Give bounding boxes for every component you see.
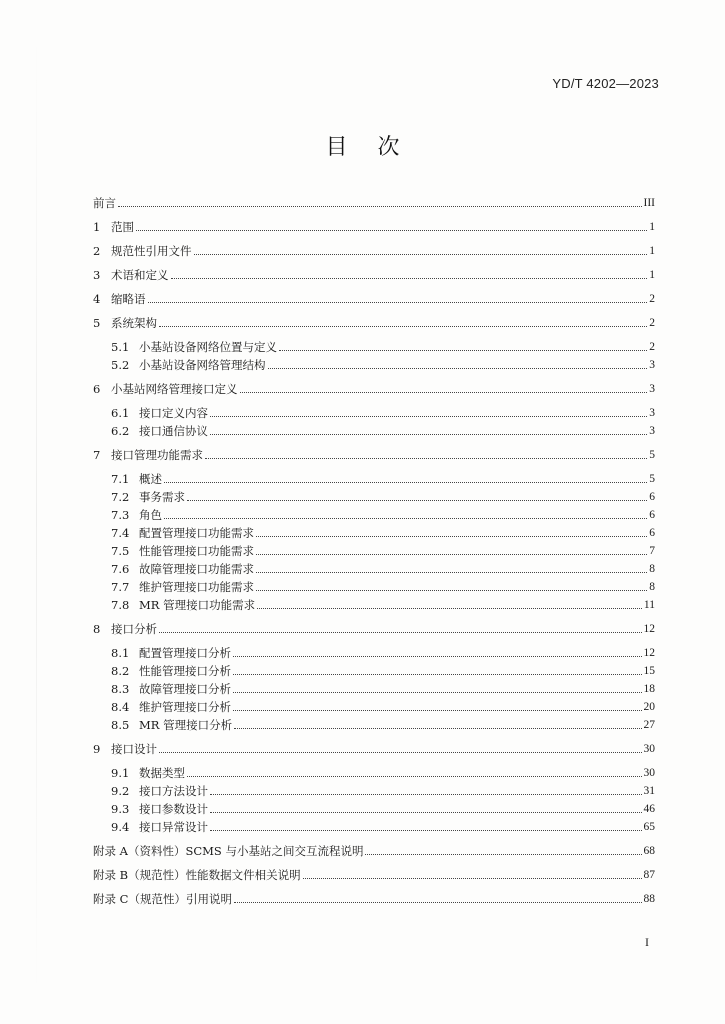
toc-leader-dots [159,751,642,753]
toc-entry[interactable] [111,664,655,678]
toc-leader-dots [268,367,648,369]
toc-leader-dots [234,727,641,729]
toc-leader-dots [240,391,648,393]
toc-entry-page: 30 [643,743,655,755]
toc-entry-title: 接口参数设计 [139,802,208,816]
toc-leader-dots [257,607,642,609]
toc-entry-number: 6 [93,382,101,396]
toc-entry-title: 附录 A（资料性）SCMS 与小基站之间交互流程说明 [93,844,364,858]
toc-entry-page: 31 [643,785,655,797]
toc-entry-number: 6.1 [111,406,130,420]
toc-leader-dots [365,853,641,855]
toc-leader-dots [164,517,647,519]
toc-entry-page: 87 [643,869,655,881]
toc-leader-dots [210,829,642,831]
toc-entry-page: 6 [649,491,655,503]
toc-entry[interactable] [111,598,655,612]
toc-leader-dots [171,277,648,279]
toc-entry[interactable] [111,358,655,372]
toc-entry[interactable] [93,220,655,234]
toc-entry-number: 7.6 [111,562,130,576]
toc-entry[interactable] [93,448,655,462]
toc-entry-title: 性能管理接口功能需求 [139,544,254,558]
toc-entry-title: MR 管理接口功能需求 [139,598,256,612]
toc-entry[interactable] [93,244,655,258]
toc-entry[interactable] [93,292,655,306]
toc-entry-title: 规范性引用文件 [111,244,192,258]
toc-entry-title: 接口定义内容 [139,406,208,420]
toc-leader-dots [205,457,647,459]
toc-entry-page: 1 [649,245,655,257]
toc-entry-number: 9.3 [111,802,130,816]
toc-entry-number: 7.4 [111,526,130,540]
toc-entry[interactable] [93,268,655,282]
toc-entry[interactable] [111,802,655,816]
toc-entry-number: 9.1 [111,766,130,780]
toc-entry[interactable] [93,742,655,756]
toc-entry-title: 附录 C（规范性）引用说明 [93,892,232,906]
toc-entry-page: 3 [649,425,655,437]
toc-entry-number: 3 [93,268,101,282]
toc-entry-title: 术语和定义 [111,268,169,282]
toc-entry-number: 7.8 [111,598,130,612]
toc-entry-title: MR 管理接口分析 [139,718,233,732]
toc-entry-page: 6 [649,527,655,539]
toc-entry-page: 20 [643,701,655,713]
toc-entry-page: 3 [649,359,655,371]
toc-entry-page: 7 [649,545,655,557]
toc-leader-dots [233,709,642,711]
toc-entry-number: 2 [93,244,101,258]
toc-leader-dots [256,571,647,573]
toc-entry[interactable] [111,424,655,438]
toc-entry-title: 缩略语 [111,292,146,306]
toc-entry[interactable] [111,472,655,486]
toc-entry[interactable] [111,340,655,354]
toc-entry-title: 接口通信协议 [139,424,208,438]
toc-entry[interactable] [111,820,655,834]
toc-entry[interactable] [111,766,655,780]
toc-entry-title: 附录 B（规范性）性能数据文件相关说明 [93,868,301,882]
toc-entry-page: 12 [643,647,655,659]
toc-entry-page: 5 [649,473,655,485]
toc-entry-number: 4 [93,292,101,306]
page-number: I [645,935,649,949]
toc-entry-title: 维护管理接口分析 [139,700,231,714]
toc-entry[interactable] [111,544,655,558]
toc-entry-title: 配置管理接口分析 [139,646,231,660]
toc-leader-dots [210,433,647,435]
toc-entry-page: 6 [649,509,655,521]
toc-entry[interactable] [93,622,655,636]
toc-entry-title: 角色 [139,508,162,522]
toc-entry[interactable] [111,682,655,696]
toc-entry-title: 小基站设备网络管理结构 [139,358,266,372]
toc-entry-page: 15 [643,665,655,677]
toc-entry-page: 1 [649,269,655,281]
toc-entry-title: 小基站设备网络位置与定义 [139,340,277,354]
toc-leader-dots [210,793,642,795]
toc-entry-page: 68 [643,845,655,857]
toc-leader-dots [233,655,642,657]
toc-entry-page: 3 [649,383,655,395]
toc-leader-dots [256,535,647,537]
toc-entry-page: 27 [643,719,655,731]
toc-entry[interactable] [93,868,655,882]
toc-entry-number: 9.2 [111,784,130,798]
toc-entry-page: 18 [643,683,655,695]
toc-entry-page: 2 [649,317,655,329]
page-title: 目次 [325,135,430,160]
toc-leader-dots [210,415,647,417]
toc-entry-number: 7.2 [111,490,130,504]
toc-leader-dots [159,325,647,327]
toc-entry-page: 46 [643,803,655,815]
toc-entry-title: 范围 [111,220,134,234]
toc-leader-dots [233,673,642,675]
toc-entry-page: 30 [643,767,655,779]
toc-entry-number: 7 [93,448,101,462]
toc-entry-number: 8.2 [111,664,130,678]
toc-entry-page: 5 [649,449,655,461]
toc-entry-page: 3 [649,407,655,419]
toc-entry-number: 8.3 [111,682,130,696]
toc-entry-title: 系统架构 [111,316,157,330]
toc-leader-dots [187,775,642,777]
toc-entry[interactable] [111,562,655,576]
toc-entry-number: 7.7 [111,580,130,594]
toc-leader-dots [303,877,642,879]
toc-entry-page: 11 [643,599,655,611]
toc-leader-dots [187,499,647,501]
toc-leader-dots [194,253,648,255]
toc-entry-title: 接口方法设计 [139,784,208,798]
toc-leader-dots [164,481,647,483]
toc-entry-page: 2 [649,293,655,305]
toc-entry-number: 5 [93,316,101,330]
toc-entry-title: 概述 [139,472,162,486]
toc-entry-page: 1 [649,221,655,233]
toc-entry-page: 8 [649,581,655,593]
toc-entry[interactable] [111,508,655,522]
toc-entry-title: 故障管理接口功能需求 [139,562,254,576]
toc-leader-dots [279,349,647,351]
toc-entry-number: 1 [93,220,101,234]
toc-leader-dots [159,631,642,633]
toc-entry-number: 8.4 [111,700,130,714]
toc-entry-title: 数据类型 [139,766,185,780]
toc-entry-title: 接口设计 [111,742,157,756]
toc-entry[interactable] [93,892,655,906]
toc-entry-page: 12 [643,623,655,635]
toc-entry[interactable] [111,490,655,504]
toc-entry-page: 65 [643,821,655,833]
toc-entry-title: 维护管理接口功能需求 [139,580,254,594]
toc-entry-number: 7.1 [111,472,130,486]
toc-entry-number: 9 [93,742,101,756]
toc-leader-dots [256,553,647,555]
toc-entry[interactable] [111,700,655,714]
toc-entry[interactable] [111,646,655,660]
toc-entry[interactable] [93,196,655,210]
toc-entry[interactable] [111,784,655,798]
toc-entry-title: 接口异常设计 [139,820,208,834]
toc-entry-page: 88 [643,893,655,905]
toc-entry[interactable] [111,526,655,540]
toc-entry-number: 7.5 [111,544,130,558]
toc-entry-page: 2 [649,341,655,353]
toc-leader-dots [256,589,647,591]
toc-entry-number: 8.1 [111,646,130,660]
toc-entry-number: 6.2 [111,424,130,438]
toc-entry-title: 接口管理功能需求 [111,448,203,462]
toc-entry-title: 性能管理接口分析 [139,664,231,678]
toc-entry-page: 8 [649,563,655,575]
toc-leader-dots [118,205,642,207]
toc-entry-page: III [643,197,655,209]
toc-entry-title: 事务需求 [139,490,185,504]
scan-edge [36,30,37,1000]
toc-entry[interactable] [111,580,655,594]
toc-entry[interactable] [111,406,655,420]
toc-entry-number: 5.1 [111,340,130,354]
standard-code: YD/T 4202—2023 [552,76,659,91]
toc-entry-title: 接口分析 [111,622,157,636]
toc-entry-number: 8.5 [111,718,130,732]
toc-entry-number: 8 [93,622,101,636]
toc-leader-dots [148,301,648,303]
toc-leader-dots [136,229,647,231]
toc-entry[interactable] [111,718,655,732]
toc-entry-title: 小基站网络管理接口定义 [111,382,238,396]
toc-entry-number: 7.3 [111,508,130,522]
toc-entry-number: 9.4 [111,820,130,834]
toc-leader-dots [233,691,642,693]
toc-leader-dots [210,811,642,813]
toc-entry[interactable] [93,844,655,858]
toc-entry-title: 前言 [93,196,116,210]
toc-entry[interactable] [93,382,655,396]
toc-entry-number: 5.2 [111,358,130,372]
toc-entry-title: 故障管理接口分析 [139,682,231,696]
toc-entry[interactable] [93,316,655,330]
toc-entry-title: 配置管理接口功能需求 [139,526,254,540]
toc-leader-dots [234,901,642,903]
